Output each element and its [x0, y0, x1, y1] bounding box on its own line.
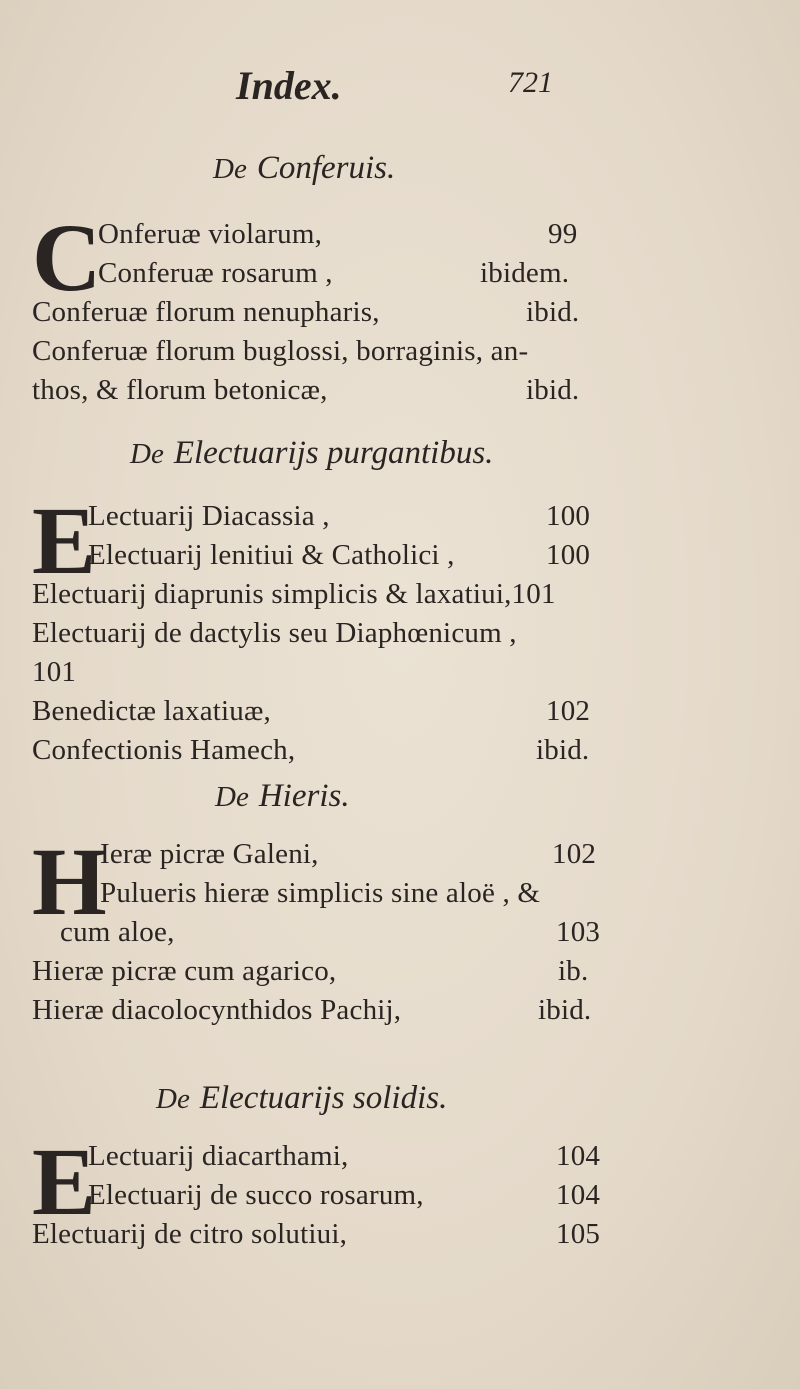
index-entry: Benedictæ laxatiuæ, 102	[32, 695, 591, 727]
section-heading-conseruis: De Conferuis.	[213, 150, 396, 186]
index-entry: thos, & florum betonicæ, ibid.	[32, 374, 580, 406]
drop-capital-e-2: E	[32, 1128, 97, 1235]
index-entry: Electuarij de dactylis seu Diaphœnicum ,	[32, 617, 517, 649]
section-entries-electuarijs-solidis	[0, 1140, 800, 1257]
index-entry: Electuarij de succo rosarum, 104	[88, 1179, 601, 1211]
running-header	[0, 62, 800, 112]
index-entry: 101	[32, 656, 77, 688]
index-entry: Conferuæ florum nenupharis, ibid.	[32, 296, 580, 328]
index-title: Index.	[236, 63, 342, 108]
index-entry: Lectuarij diacarthami, 104	[88, 1140, 601, 1172]
drop-capital-c: C	[32, 204, 102, 311]
section-entries-electuarijs-purgantibus	[0, 500, 800, 773]
index-entry: Electuarij de citro solutiui, 105	[32, 1218, 601, 1250]
index-entry: Pulueris hieræ simplicis sine aloë , &	[100, 877, 541, 909]
section-heading-electuarijs-purgantibus: De Electuarijs purgantibus.	[130, 435, 494, 471]
index-entry: Electuarij lenitiui & Catholici , 100	[88, 539, 591, 571]
index-entry: Hieræ diacolocynthidos Pachij, ibid.	[32, 994, 592, 1026]
index-entry: cum aloe, 103	[60, 916, 601, 948]
index-entry: Onferuæ violarum, 99	[98, 218, 578, 250]
drop-capital-h: H	[32, 828, 107, 935]
index-entry: Confectionis Hamech, ibid.	[32, 734, 590, 766]
index-entry: Conferuæ florum buglossi, borraginis, an-	[32, 335, 529, 367]
index-entry: Conferuæ rosarum , ibidem.	[98, 257, 570, 289]
section-heading-hieris: De Hieris.	[215, 778, 350, 814]
index-entry: Ieræ picræ Galeni, 102	[100, 838, 597, 870]
drop-capital-e: E	[32, 487, 97, 594]
section-heading-electuarijs-solidis: De Electuarijs solidis.	[156, 1080, 448, 1116]
page-number: 721	[508, 66, 553, 99]
section-entries-hieris	[0, 838, 800, 1033]
index-entry: Lectuarij Diacassia , 100	[88, 500, 591, 532]
index-entry: Hieræ picræ cum agarico, ib.	[32, 955, 589, 987]
index-entry: Electuarij diaprunis simplicis & laxatiui,101	[32, 578, 556, 610]
section-entries-conseruis	[0, 218, 800, 413]
